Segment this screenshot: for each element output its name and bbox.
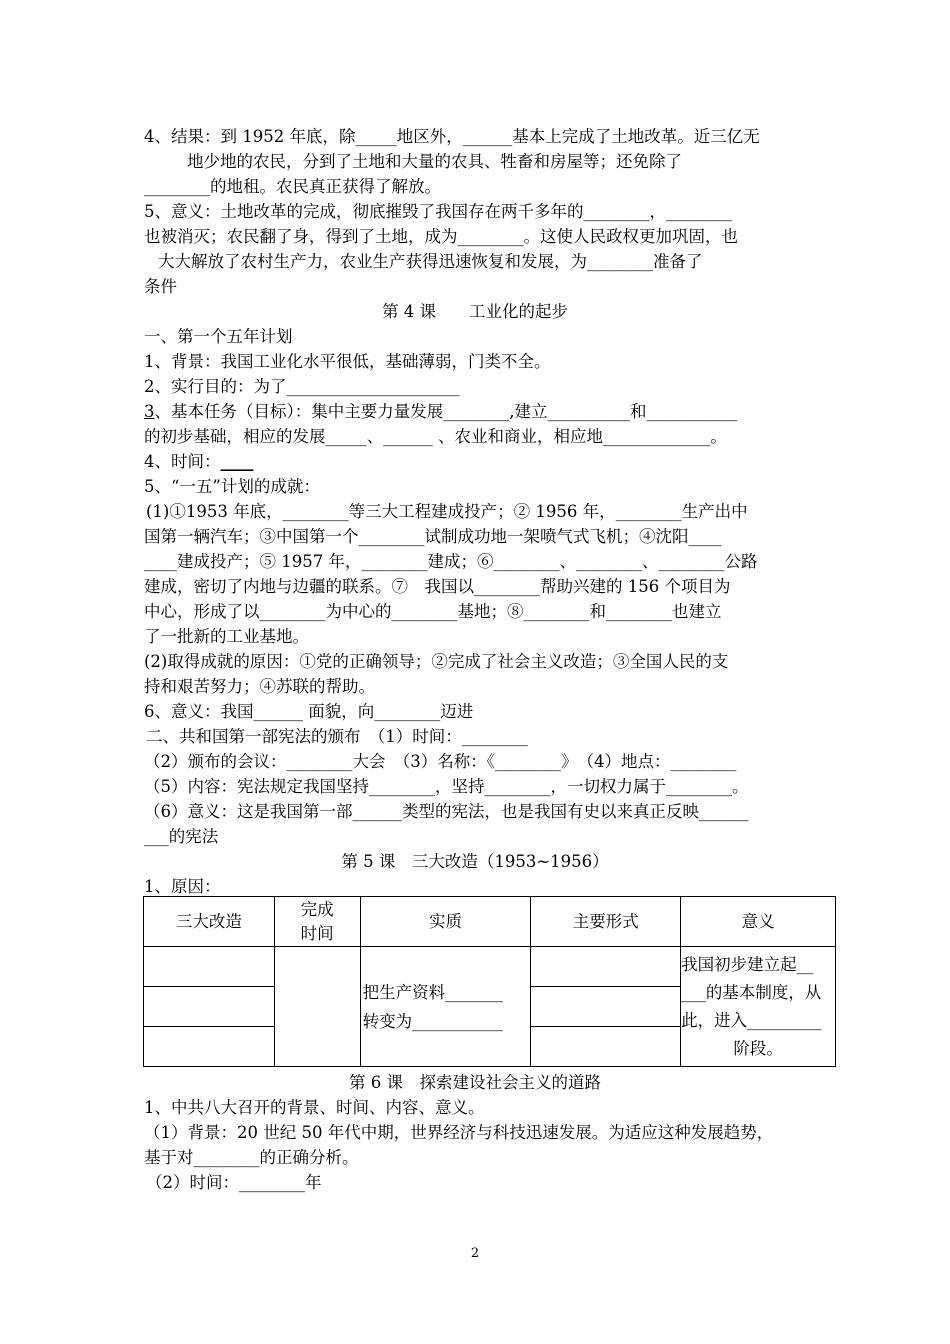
land-reform-meaning-line-1: 5、意义：土地改革的完成，彻底摧毁了我国存在两千多年的________，________ — [144, 202, 732, 221]
reform-name-blank-2 — [144, 987, 274, 1027]
plan-time — [144, 450, 254, 474]
land-reform-result-line-3: ________的地租。农民真正获得了解放。 — [144, 177, 441, 196]
main-form-blank-1 — [531, 947, 680, 987]
table-body-row — [144, 947, 836, 1067]
land-reform-meaning-line-2: 也被消灭；农民翻了身，得到了土地，成为________。这使人民政权更加巩固，也 — [144, 227, 738, 246]
achievements-line-1: (1)①1953 年底，________等三大工程建成投产；② 1956 年，________生产出中 — [146, 502, 748, 521]
achievements-line-5: 中心，形成了以________为中心的________基地；⑧________和________也建立 — [144, 602, 722, 621]
land-reform-meaning-line-4: 条件 — [144, 277, 177, 296]
achievements-line-4: 建成，密切了内地与边疆的联系。⑦ 我国以________帮助兴建的 156 个项目为 — [144, 577, 731, 596]
meaning-line-1: 我国初步建立起__ — [681, 954, 814, 974]
essence-line-2: 转变为___________ — [362, 1011, 503, 1031]
land-reform-meaning-line-3: 大大解放了农村生产力，农业生产获得迅速恢复和发展，为________准备了 — [158, 252, 703, 271]
meaning-line-2: ___的基本制度，从 — [681, 982, 822, 1002]
meaning-line-3: 此，进入_________ — [681, 1010, 822, 1030]
reform-names-cell — [144, 947, 275, 1067]
plan-task-line-2: 的初步基础，相应的发展_____、______ 、农业和商业，相应地_____________。 — [144, 427, 727, 446]
item-number: 3 — [144, 402, 155, 421]
achievements-reasons-line-2: 持和艰苦努力；④苏联的帮助。 — [144, 677, 375, 696]
constitution-significance-line-2: ___的宪法 — [144, 827, 219, 846]
plan-task-text: 、基本任务（目标）：集中主要力量发展________,建立__________和___________ — [154, 402, 738, 421]
three-reforms-table — [143, 896, 836, 1067]
meaning-line-4: 阶段。 — [733, 1038, 783, 1058]
reform-name-blank-1 — [144, 947, 274, 987]
lesson-4-title: 第 4 课 工业化的起步 — [382, 302, 568, 321]
main-form-cell — [531, 947, 681, 1067]
eighth-congress-background-line-2: 基于对________的正确分析。 — [144, 1148, 359, 1167]
lesson-6-title: 第 6 课 探索建设社会主义的道路 — [349, 1073, 601, 1092]
achievements-line-2: 国第一辆汽车；③中国第一个________试制成功地一架喷气式飞机；④沈阳____ — [144, 527, 722, 546]
section-constitution: 二、共和国第一部宪法的颁布 （1）时间：________ — [146, 727, 528, 746]
land-reform-result-line-2: 地少地的农民，分到了土地和大量的农具、牲畜和房屋等；还免除了 — [187, 152, 682, 171]
page-number: 2 — [470, 1246, 480, 1261]
header-essence: 实质 — [360, 897, 531, 947]
achievements-line-3: ____建成投产；⑤ 1957 年，________建成；⑥________、________、________公路 — [144, 552, 758, 571]
constitution-significance-line-1: （6）意义：这是我国第一部______类型的宪法，也是我国有史以来真正反映______ — [144, 802, 749, 821]
section-five-year-plan: 一、第一个五年计划 — [144, 327, 293, 346]
plan-purpose: 2、实行目的：为了_____________________ — [144, 377, 460, 396]
plan-meaning: 6、意义：我国______ 面貌，向________迈进 — [144, 702, 474, 721]
achievements-line-6: 了一批新的工业基地。 — [144, 627, 309, 646]
header-three-reforms: 三大改造 — [144, 897, 275, 947]
plan-time-blank: ____ — [220, 452, 254, 471]
eighth-congress-time: （2）时间：________年 — [146, 1173, 322, 1192]
achievements-reasons-line-1: (2)取得成就的原因：①党的正确领导；②完成了社会主义改造；③全国人民的支 — [144, 652, 729, 671]
reform-name-blank-3 — [144, 1027, 274, 1066]
essence-line-1: 把生产资料_______ — [362, 982, 503, 1002]
constitution-meeting-name-place: （2）颁布的会议：________大会 （3）名称：《________》 （4）地点：________ — [144, 752, 737, 771]
eighth-congress-heading: 1、中共八大召开的背景、时间、内容、意义。 — [144, 1098, 485, 1117]
header-completion-time-text: 完成 时间 — [300, 899, 334, 943]
land-reform-result-line-1: 4、结果：到 1952 年底，除_____地区外，______基本上完成了土地改革。近三亿无 — [144, 127, 760, 146]
lesson-5-title: 第 5 课 三大改造（1953~1956） — [341, 852, 609, 871]
plan-task-line-1 — [144, 400, 737, 424]
header-completion-time — [274, 897, 360, 947]
reform-reason: 1、原因： — [144, 877, 221, 896]
meaning-cell — [681, 947, 836, 1067]
constitution-content: （5）内容：宪法规定我国坚持________，坚持________，一切权力属于________。 — [144, 777, 749, 796]
header-main-form: 主要形式 — [531, 897, 681, 947]
header-meaning: 意义 — [681, 897, 836, 947]
table-header-row — [144, 897, 836, 947]
eighth-congress-background-line-1: （1）背景：20 世纪 50 年代中期，世界经济与科技迅速发展。为适应这种发展趋势， — [144, 1123, 774, 1142]
completion-time-cell — [274, 947, 360, 1067]
plan-time-label: 4、时间： — [144, 452, 221, 471]
plan-achievements-heading: 5、“一五”计划的成就： — [144, 477, 320, 496]
main-form-blank-2 — [531, 987, 680, 1027]
essence-cell — [360, 947, 531, 1067]
plan-background: 1、背景：我国工业化水平很低，基础薄弱，门类不全。 — [144, 352, 551, 371]
main-form-blank-3 — [531, 1027, 680, 1066]
